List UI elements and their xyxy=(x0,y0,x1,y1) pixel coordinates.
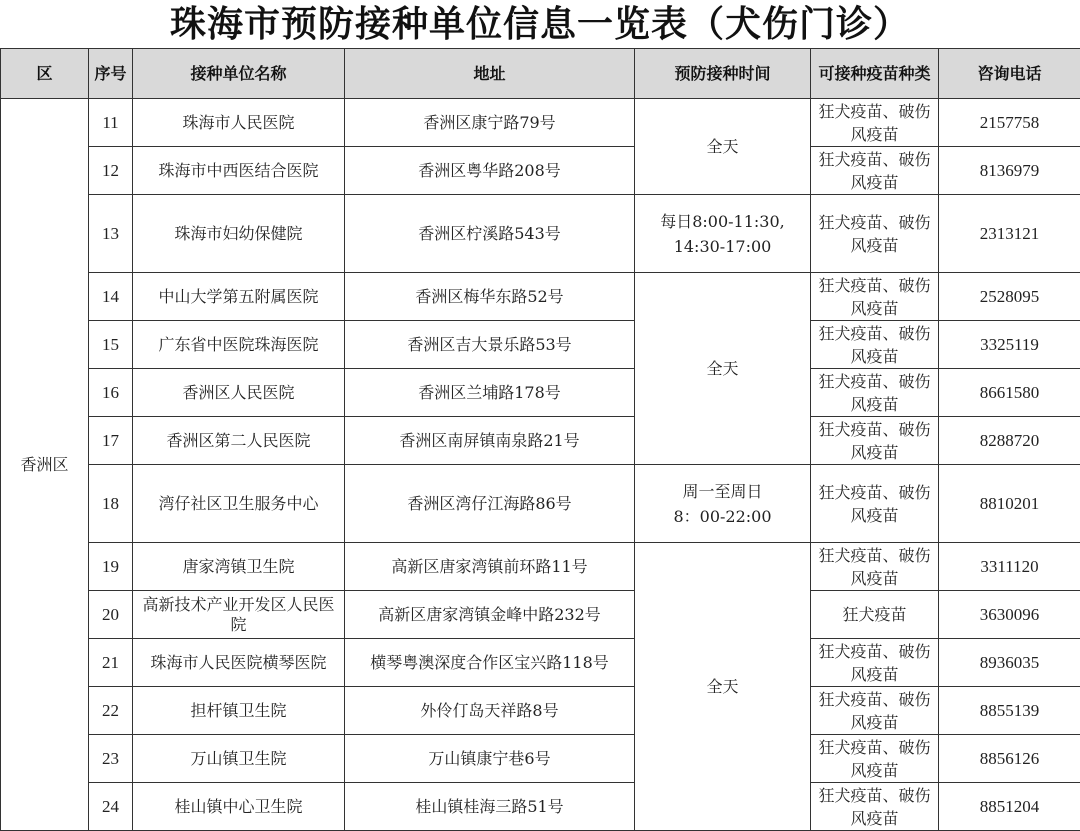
unit-name-cell: 香洲区人民医院 xyxy=(133,369,345,417)
address-cell: 香洲区湾仔江海路86号 xyxy=(345,465,635,543)
unit-name-cell: 中山大学第五附属医院 xyxy=(133,273,345,321)
seq-cell: 14 xyxy=(89,273,133,321)
phone-cell: 3630096 xyxy=(939,591,1080,639)
vaccine-cell: 狂犬疫苗、破伤风疫苗 xyxy=(811,147,939,195)
header-phone: 咨询电话 xyxy=(939,49,1080,99)
seq-cell: 17 xyxy=(89,417,133,465)
seq-cell: 16 xyxy=(89,369,133,417)
vaccine-cell: 狂犬疫苗、破伤风疫苗 xyxy=(811,417,939,465)
phone-cell: 8856126 xyxy=(939,735,1080,783)
phone-cell: 3325119 xyxy=(939,321,1080,369)
unit-name-cell: 万山镇卫生院 xyxy=(133,735,345,783)
phone-cell: 8661580 xyxy=(939,369,1080,417)
page-title: 珠海市预防接种单位信息一览表（犬伤门诊） xyxy=(0,0,1080,48)
header-time: 预防接种时间 xyxy=(635,49,811,99)
unit-name-cell: 广东省中医院珠海医院 xyxy=(133,321,345,369)
table-row xyxy=(1,735,1080,783)
unit-name-cell: 高新技术产业开发区人民医院 xyxy=(133,591,345,639)
seq-cell: 18 xyxy=(89,465,133,543)
vaccine-cell: 狂犬疫苗、破伤风疫苗 xyxy=(811,321,939,369)
seq-cell: 19 xyxy=(89,543,133,591)
vaccine-cell: 狂犬疫苗、破伤风疫苗 xyxy=(811,465,939,543)
vaccine-cell: 狂犬疫苗、破伤风疫苗 xyxy=(811,99,939,147)
phone-cell: 8851204 xyxy=(939,783,1080,831)
vaccine-cell: 狂犬疫苗、破伤风疫苗 xyxy=(811,639,939,687)
phone-cell: 8855139 xyxy=(939,687,1080,735)
phone-cell: 3311120 xyxy=(939,543,1080,591)
time-cell: 全天 xyxy=(635,273,811,465)
header-seq: 序号 xyxy=(89,49,133,99)
unit-name-cell: 担杆镇卫生院 xyxy=(133,687,345,735)
address-cell: 香洲区柠溪路543号 xyxy=(345,195,635,273)
seq-cell: 23 xyxy=(89,735,133,783)
header-address: 地址 xyxy=(345,49,635,99)
seq-cell: 12 xyxy=(89,147,133,195)
vaccine-cell: 狂犬疫苗、破伤风疫苗 xyxy=(811,369,939,417)
district-cell: 香洲区 xyxy=(1,99,89,831)
header-row xyxy=(1,49,1080,99)
vaccine-cell: 狂犬疫苗、破伤风疫苗 xyxy=(811,687,939,735)
phone-cell: 8136979 xyxy=(939,147,1080,195)
seq-cell: 13 xyxy=(89,195,133,273)
address-cell: 桂山镇桂海三路51号 xyxy=(345,783,635,831)
header-name: 接种单位名称 xyxy=(133,49,345,99)
table-row xyxy=(1,687,1080,735)
unit-name-cell: 桂山镇中心卫生院 xyxy=(133,783,345,831)
address-cell: 香洲区吉大景乐路53号 xyxy=(345,321,635,369)
time-line-1: 周一至周日 xyxy=(682,482,762,501)
table-row xyxy=(1,147,1080,195)
address-cell: 香洲区康宁路79号 xyxy=(345,99,635,147)
vaccine-cell: 狂犬疫苗 xyxy=(811,591,939,639)
address-cell: 高新区唐家湾镇前环路11号 xyxy=(345,543,635,591)
time-cell: 全天 xyxy=(635,543,811,831)
unit-name-cell: 唐家湾镇卫生院 xyxy=(133,543,345,591)
unit-name-cell: 香洲区第二人民医院 xyxy=(133,417,345,465)
table-row xyxy=(1,321,1080,369)
unit-name-cell: 珠海市人民医院横琴医院 xyxy=(133,639,345,687)
vaccine-cell: 狂犬疫苗、破伤风疫苗 xyxy=(811,273,939,321)
table-row xyxy=(1,465,1080,543)
address-cell: 香洲区粤华路208号 xyxy=(345,147,635,195)
vaccine-cell: 狂犬疫苗、破伤风疫苗 xyxy=(811,195,939,273)
unit-name-cell: 珠海市妇幼保健院 xyxy=(133,195,345,273)
vaccine-cell: 狂犬疫苗、破伤风疫苗 xyxy=(811,543,939,591)
time-cell: 全天 xyxy=(635,99,811,195)
seq-cell: 15 xyxy=(89,321,133,369)
table-row xyxy=(1,273,1080,321)
phone-cell: 2157758 xyxy=(939,99,1080,147)
unit-name-cell: 湾仔社区卫生服务中心 xyxy=(133,465,345,543)
phone-cell: 8810201 xyxy=(939,465,1080,543)
seq-cell: 11 xyxy=(89,99,133,147)
vaccine-cell: 狂犬疫苗、破伤风疫苗 xyxy=(811,735,939,783)
address-cell: 高新区唐家湾镇金峰中路232号 xyxy=(345,591,635,639)
unit-name-cell: 珠海市中西医结合医院 xyxy=(133,147,345,195)
address-cell: 万山镇康宁巷6号 xyxy=(345,735,635,783)
phone-cell: 8288720 xyxy=(939,417,1080,465)
address-cell: 外伶仃岛天祥路8号 xyxy=(345,687,635,735)
address-cell: 香洲区兰埔路178号 xyxy=(345,369,635,417)
unit-name-cell: 珠海市人民医院 xyxy=(133,99,345,147)
address-cell: 香洲区梅华东路52号 xyxy=(345,273,635,321)
time-line-1: 每日8:00-11:30, xyxy=(660,212,785,231)
seq-cell: 20 xyxy=(89,591,133,639)
seq-cell: 24 xyxy=(89,783,133,831)
address-cell: 香洲区南屏镇南泉路21号 xyxy=(345,417,635,465)
time-line-2: 8：00-22:00 xyxy=(673,507,771,526)
seq-cell: 22 xyxy=(89,687,133,735)
vaccination-table xyxy=(0,48,1080,831)
header-district: 区 xyxy=(1,49,89,99)
address-cell: 横琴粤澳深度合作区宝兴路118号 xyxy=(345,639,635,687)
time-cell xyxy=(635,195,811,273)
header-vaccine: 可接种疫苗种类 xyxy=(811,49,939,99)
seq-cell: 21 xyxy=(89,639,133,687)
table-row xyxy=(1,369,1080,417)
table-row xyxy=(1,639,1080,687)
time-line-2: 14:30-17:00 xyxy=(674,237,772,256)
table-row xyxy=(1,99,1080,147)
phone-cell: 2528095 xyxy=(939,273,1080,321)
phone-cell: 2313121 xyxy=(939,195,1080,273)
table-row xyxy=(1,543,1080,591)
phone-cell: 8936035 xyxy=(939,639,1080,687)
table-row xyxy=(1,783,1080,831)
time-cell xyxy=(635,465,811,543)
table-row xyxy=(1,591,1080,639)
table-row xyxy=(1,195,1080,273)
vaccine-cell: 狂犬疫苗、破伤风疫苗 xyxy=(811,783,939,831)
table-row xyxy=(1,417,1080,465)
